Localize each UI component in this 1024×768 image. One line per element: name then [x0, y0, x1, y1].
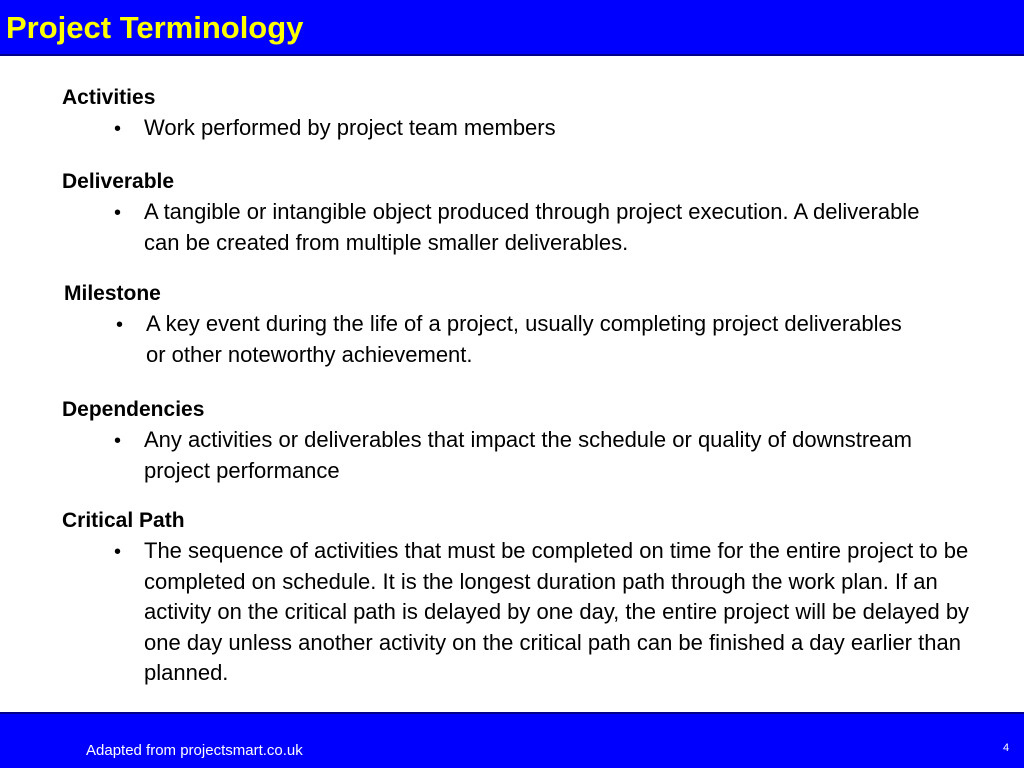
bullet-marker: • — [114, 541, 122, 563]
term-critical-path: Critical Path — [62, 509, 185, 532]
source-credit: Adapted from projectsmart.co.uk — [86, 742, 303, 759]
bullet-marker: • — [114, 118, 122, 140]
bullet-marker: • — [114, 430, 122, 452]
bullet-marker: • — [116, 314, 124, 336]
definition-deliverable: A tangible or intangible object produced through project execution. A deliverable can be created from multiple smaller deliverables. — [144, 199, 920, 255]
slide-content — [0, 56, 1024, 712]
bullet-marker: • — [114, 202, 122, 224]
term-dependencies: Dependencies — [62, 398, 205, 421]
definition-dependencies: Any activities or deliverables that impact the schedule or quality of downstream project performance — [144, 427, 912, 483]
definition-activities: Work performed by project team members — [144, 115, 556, 140]
slide-title: Project Terminology — [6, 10, 304, 45]
definition-milestone: A key event during the life of a project, usually completing project deliverables or other noteworthy achievement. — [146, 311, 902, 367]
term-deliverable: Deliverable — [62, 170, 175, 193]
header-bar — [0, 0, 1024, 56]
term-activities: Activities — [62, 86, 156, 109]
term-milestone: Milestone — [64, 282, 161, 305]
page-number: 4 — [1003, 742, 1010, 754]
definition-critical-path: The sequence of activities that must be completed on time for the entire project to be completed on schedule. It is the longest duration path through the work plan. If an activity on the critical path is delayed by one day, the entire project will be delayed by one day unless another activity on the critical path can be finished a day earlier than planned. — [144, 538, 970, 685]
footer-bar — [0, 712, 1024, 768]
